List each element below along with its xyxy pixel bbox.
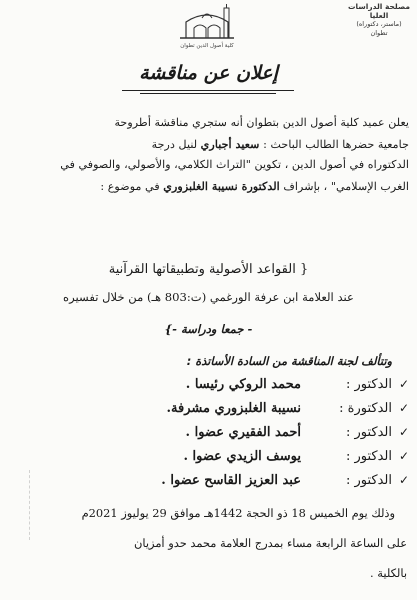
member-rank: الدكتور : xyxy=(345,448,392,464)
committee-member xyxy=(183,447,409,465)
faculty-logo xyxy=(148,2,266,54)
member-name: محمد الروكي رئيسا . xyxy=(185,376,301,392)
committee-member xyxy=(166,399,409,417)
committee-member xyxy=(186,423,409,441)
thesis-title-line: { القواعد الأصولية وتطبيقاتها القرآنية xyxy=(108,262,309,277)
dept-line: (ماستر، دكتوراه) xyxy=(356,20,402,28)
closing-line: على الساعة الرابعة مساء بمدرج العلامة محمد حدو أمزيان xyxy=(134,536,407,550)
thesis-title-line: عند العلامة ابن عرفة الورغمي (ت:803 هـ) من خلال تفسيره xyxy=(63,290,354,304)
checkmark-icon: ✓ xyxy=(398,377,409,391)
intro-line xyxy=(8,116,409,130)
supervisor-name: الدكتورة نسيبة الغلبزوري xyxy=(163,179,280,193)
intro-line xyxy=(8,137,409,152)
intro-line xyxy=(8,179,409,194)
committee-label: وتتألف لجنة المناقشة من السادة الأساتذة : xyxy=(186,354,392,368)
intro-text: جامعية حضرها الطالب الباحث : xyxy=(259,138,409,151)
logo-caption: كلية أصول الدين تطوان xyxy=(180,43,234,49)
title-underline xyxy=(140,93,276,94)
committee-member xyxy=(161,471,409,489)
member-rank: الدكتور : xyxy=(345,472,392,488)
thesis-title-line: - جمعا ودراسة -} xyxy=(164,322,253,336)
member-rank: الدكتور : xyxy=(345,424,392,440)
dept-line: مصلحة الدراسات العليا xyxy=(348,2,410,20)
checkmark-icon: ✓ xyxy=(398,401,409,415)
member-name: أحمد الفقيري عضوا . xyxy=(185,424,301,440)
degree-text: لنيل درجة xyxy=(151,138,201,151)
intro-text: يعلن عميد كلية أصول الدين بتطوان أنه ستجري مناقشة أطروحة xyxy=(114,116,409,129)
mosque-logo-icon xyxy=(172,2,242,42)
member-name: يوسف الزيدي عضوا . xyxy=(183,448,301,464)
stamp-mark xyxy=(0,470,30,540)
student-name: سعيد أجباري xyxy=(200,137,260,151)
checkmark-icon: ✓ xyxy=(398,449,409,463)
title-underline xyxy=(122,90,294,91)
member-rank: الدكتور : xyxy=(345,376,392,392)
intro-text: في موضوع : xyxy=(100,180,164,193)
member-name: نسيبة الغلبزوري مشرفة. xyxy=(166,400,301,416)
member-name: عبد العزيز القاسح عضوا . xyxy=(161,472,301,488)
department-block xyxy=(344,2,414,38)
closing-line: بالكلية . xyxy=(370,566,407,580)
page-title: إعلان عن مناقشة xyxy=(139,62,278,84)
intro-text: الغرب الإسلامي" ، بإشراف xyxy=(279,180,409,193)
intro-line xyxy=(8,158,409,172)
intro-text: الدكتوراه في أصول الدين ، تكوين "التراث الكلامي، والأصولي، والصوفي في xyxy=(60,158,409,171)
member-rank: الدكتورة : xyxy=(339,400,392,416)
closing-line: وذلك يوم الخميس 18 ذو الحجة 1442هـ موافق 29 يوليوز 2021م xyxy=(81,506,395,520)
checkmark-icon: ✓ xyxy=(398,425,409,439)
committee-member xyxy=(186,375,409,393)
checkmark-icon: ✓ xyxy=(398,473,409,487)
dept-line: تطوان xyxy=(370,29,388,37)
